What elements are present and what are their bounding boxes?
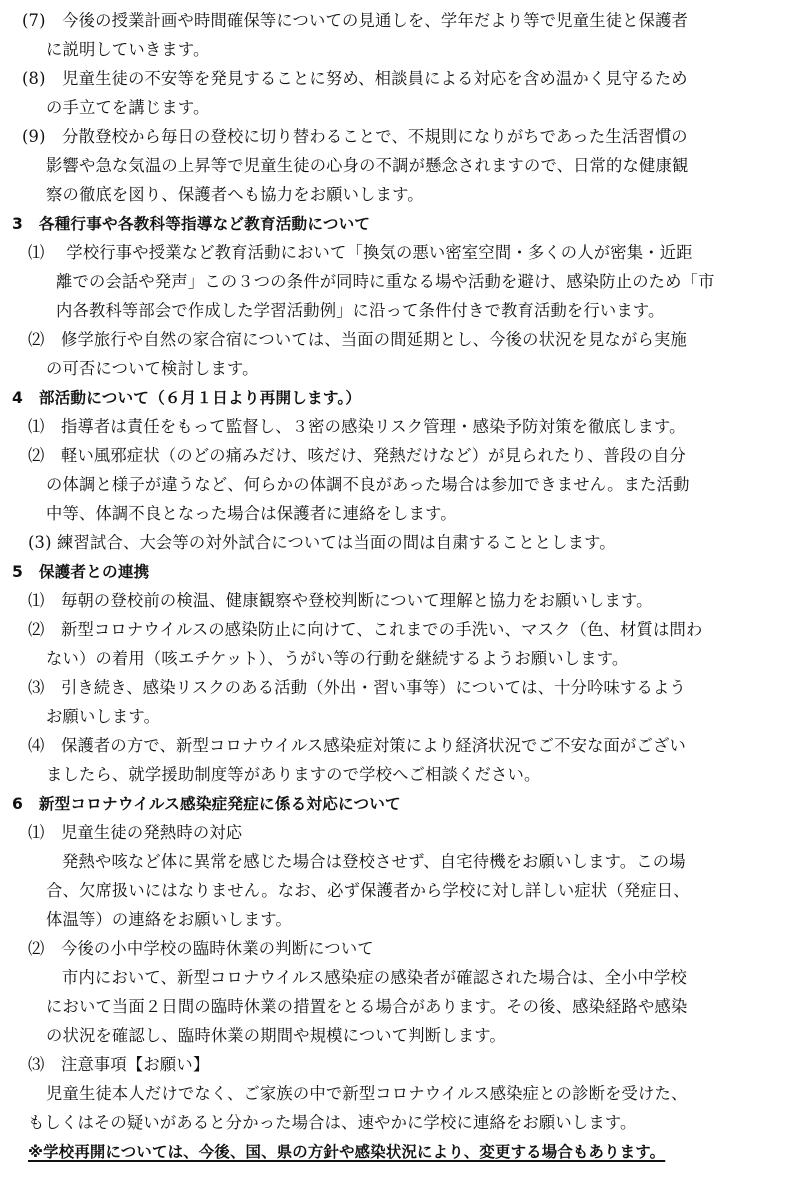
section-3-item-1-line-3: 内各教科等部会で作成した学習活動例」に沿って条件付きで教育活動を行います。 — [56, 301, 665, 320]
section-3-item-2-line-2: の可否について検討します。 — [46, 359, 259, 378]
section-4-item-3: (3) 練習試合、大会等の対外試合については当面の間は自粛することとします。 — [28, 533, 616, 552]
section-3-item-1-line-1: ⑴ 学校行事や授業など教育活動において「換気の悪い密室空間・多くの人が密集・近距 — [28, 243, 693, 262]
section-6-item-2-title: ⑵ 今後の小中学校の臨時休業の判断について — [28, 939, 374, 958]
item-9-line-1: (9) 分散登校から毎日の登校に切り替わることで、不規則になりがちであった生活習慣の — [22, 127, 688, 146]
item-9-line-3: 察の徹底を図り、保護者へも協力をお願いします。 — [46, 185, 424, 204]
section-6-item-3-body-1: 児童生徒本人だけでなく、ご家族の中で新型コロナウイルス感染症との診断を受けた、 — [46, 1084, 688, 1103]
section-3-heading: 3 各種行事や各教科等指導など教育活動について — [12, 215, 371, 233]
section-4-item-2-line-3: 中等、体調不良となった場合は保護者に連絡をします。 — [46, 504, 457, 523]
section-4-item-2-line-1: ⑵ 軽い風邪症状（のどの痛みだけ、咳だけ、発熱だけなど）が見られたり、普段の自分 — [28, 446, 686, 465]
section-4-item-1: ⑴ 指導者は責任をもって監督し、３密の感染リスク管理・感染予防対策を徹底します。 — [28, 417, 686, 436]
section-5-item-4-line-2: ましたら、就学援助制度等がありますので学校へご相談ください。 — [46, 765, 541, 784]
item-7-line-1: (7) 今後の授業計画や時間確保等についての見通しを、学年だより等で児童生徒と保護者 — [22, 11, 689, 30]
section-6-item-1-body-2: 合、欠席扱いにはなりません。なお、必ず保護者から学校に対し詳しい症状（発症日、 — [46, 881, 690, 900]
section-6-item-2-body-3: の状況を確認し、臨時休業の期間や規模について判断します。 — [46, 1026, 506, 1045]
closing-notice: ※学校再開については、今後、国、県の方針や感染状況により、変更する場合もあります。 — [28, 1143, 666, 1161]
section-6-item-3-title: ⑶ 注意事項【お願い】 — [28, 1055, 210, 1074]
item-8-line-2: の手立てを講じます。 — [46, 98, 210, 117]
section-4-heading: 4 部活動について（６月１日より再開します。） — [12, 389, 362, 407]
section-5-item-4-line-1: ⑷ 保護者の方で、新型コロナウイルス感染症対策により経済状況でご不安な面がござい — [28, 736, 686, 755]
item-8-line-1: (8) 児童生徒の不安等を発見することに努め、相談員による対応を含め温かく見守るため — [22, 69, 688, 88]
section-6-item-1-body-1: 発熱や咳など体に異常を感じた場合は登校させず、自宅待機をお願いします。この場 — [62, 852, 686, 871]
section-6-item-3-body-2: もしくはその疑いがあると分かった場合は、速やかに学校に連絡をお願いします。 — [28, 1113, 637, 1132]
section-5-item-3-line-1: ⑶ 引き続き、感染リスクのある活動（外出・習い事等）については、十分吟味するよう — [28, 678, 686, 697]
section-5-item-1: ⑴ 毎朝の登校前の検温、健康観察や登校判断について理解と協力をお願いします。 — [28, 591, 653, 610]
item-7-line-2: に説明していきます。 — [46, 40, 210, 59]
section-5-item-2-line-2: ない）の着用（咳エチケット）、うがい等の行動を継続するようお願いします。 — [46, 649, 629, 668]
section-4-item-2-line-2: の体調と様子が違うなど、何らかの体調不良があった場合は参加できません。また活動 — [46, 475, 690, 494]
section-5-item-2-line-1: ⑵ 新型コロナウイルスの感染防止に向けて、これまでの手洗い、マスク（色、材質は問わ — [28, 620, 703, 639]
section-6-item-2-body-1: 市内において、新型コロナウイルス感染症の感染者が確認された場合は、全小中学校 — [62, 968, 687, 987]
item-9-line-2: 影響や急な気温の上昇等で児童生徒の心身の不調が懸念されますので、日常的な健康観 — [46, 156, 689, 175]
section-6-item-2-body-2: において当面２日間の臨時休業の措置をとる場合があります。その後、感染経路や感染 — [46, 997, 688, 1016]
section-3-item-1-line-2: 離での会話や発声」この３つの条件が同時に重なる場や活動を避け、感染防止のため「市 — [56, 272, 715, 291]
section-5-heading: 5 保護者との連携 — [12, 563, 150, 581]
section-5-item-3-line-2: お願いします。 — [46, 707, 161, 726]
section-6-heading: 6 新型コロナウイルス感染症発症に係る対応について — [12, 795, 401, 813]
section-3-item-2-line-1: ⑵ 修学旅行や自然の家合宿については、当面の間延期とし、今後の状況を見ながら実施 — [28, 330, 687, 349]
section-6-item-1-title: ⑴ 児童生徒の発熱時の対応 — [28, 823, 243, 842]
section-6-item-1-body-3: 体温等）の連絡をお願いします。 — [46, 910, 292, 929]
